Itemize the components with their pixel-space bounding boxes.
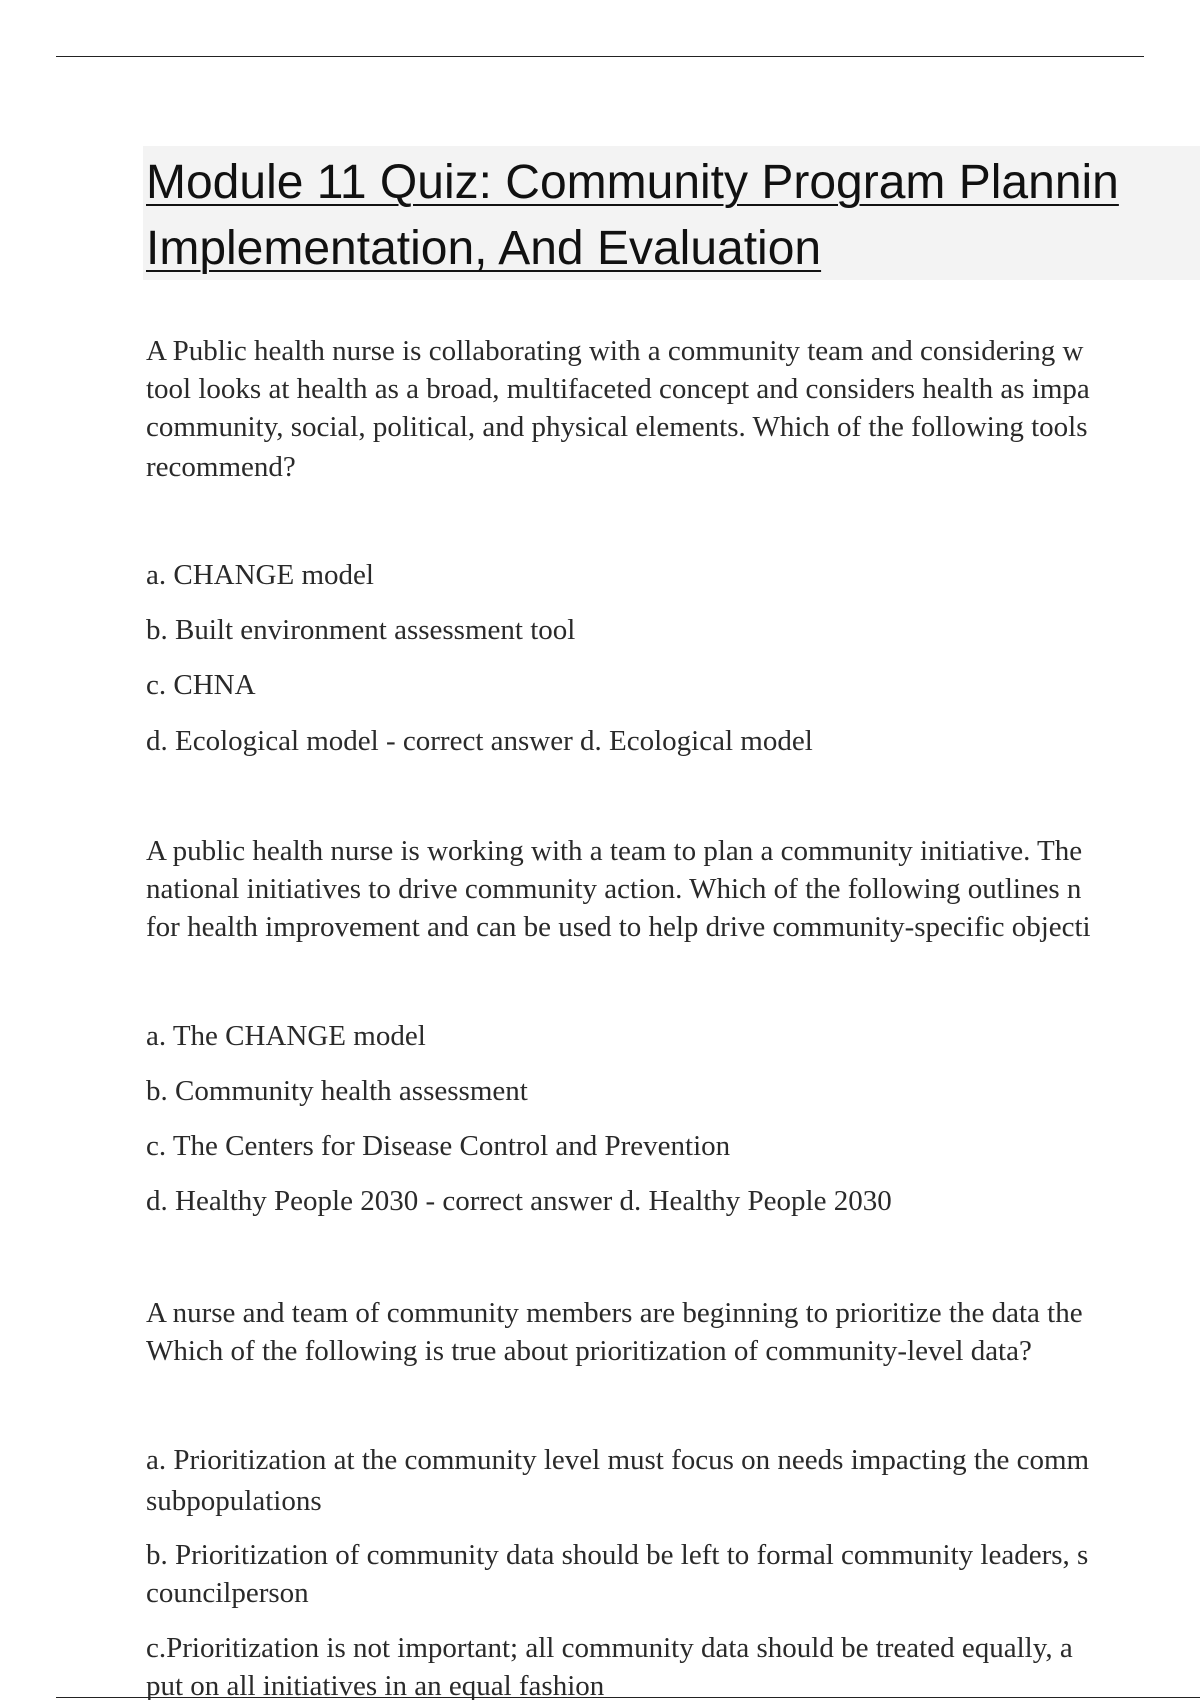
question-stem-line: community, social, political, and physical elements. Which of the following tools [146,411,1088,443]
answer-option-c: c. CHNA [146,669,256,701]
answer-option-c: c. The Centers for Disease Control and Prevention [146,1130,731,1162]
question-stem-line: tool looks at health as a broad, multifaceted concept and considers health as impa [146,373,1090,405]
title-line: Implementation, And Evaluation [146,222,822,275]
question-stem-line: A nurse and team of community members are beginning to prioritize the data the [146,1297,1083,1329]
question-stem-line: recommend? [146,451,296,483]
answer-option-a: a. The CHANGE model [146,1020,426,1052]
question-stem-line: A Public health nurse is collaborating with a community team and considering w [146,335,1084,367]
question-stem-line: for health improvement and can be used to help drive community-specific objecti [146,911,1091,943]
answer-option-a: a. CHANGE model [146,559,374,591]
answer-option-b: b. Built environment assessment tool [146,614,576,646]
question-stem-line: national initiatives to drive community action. Which of the following outlines n [146,873,1082,905]
question-stem-line: A public health nurse is working with a team to plan a community initiative. The [146,835,1083,867]
title-line: Module 11 Quiz: Community Program Plannin [146,156,1119,209]
question-stem-line: Which of the following is true about prioritization of community-level data? [146,1335,1032,1367]
page-title [146,150,1200,282]
answer-option-d: d. Healthy People 2030 - correct answer d. Healthy People 2030 [146,1185,892,1217]
answer-option-a-continued: subpopulations [146,1485,322,1517]
footer-rule [56,1697,1200,1698]
answer-option-b: b. Community health assessment [146,1075,528,1107]
answer-option-b: b. Prioritization of community data should be left to formal community leaders, s [146,1539,1089,1571]
answer-option-a: a. Prioritization at the community level must focus on needs impacting the comm [146,1444,1090,1476]
answer-option-c: c.Prioritization is not important; all community data should be treated equally, a [146,1632,1073,1664]
answer-option-b-continued: councilperson [146,1577,309,1609]
answer-option-d: d. Ecological model - correct answer d. Ecological model [146,725,813,757]
header-rule [56,56,1144,57]
answer-option-c-continued: put on all initiatives in an equal fashion [146,1670,605,1700]
